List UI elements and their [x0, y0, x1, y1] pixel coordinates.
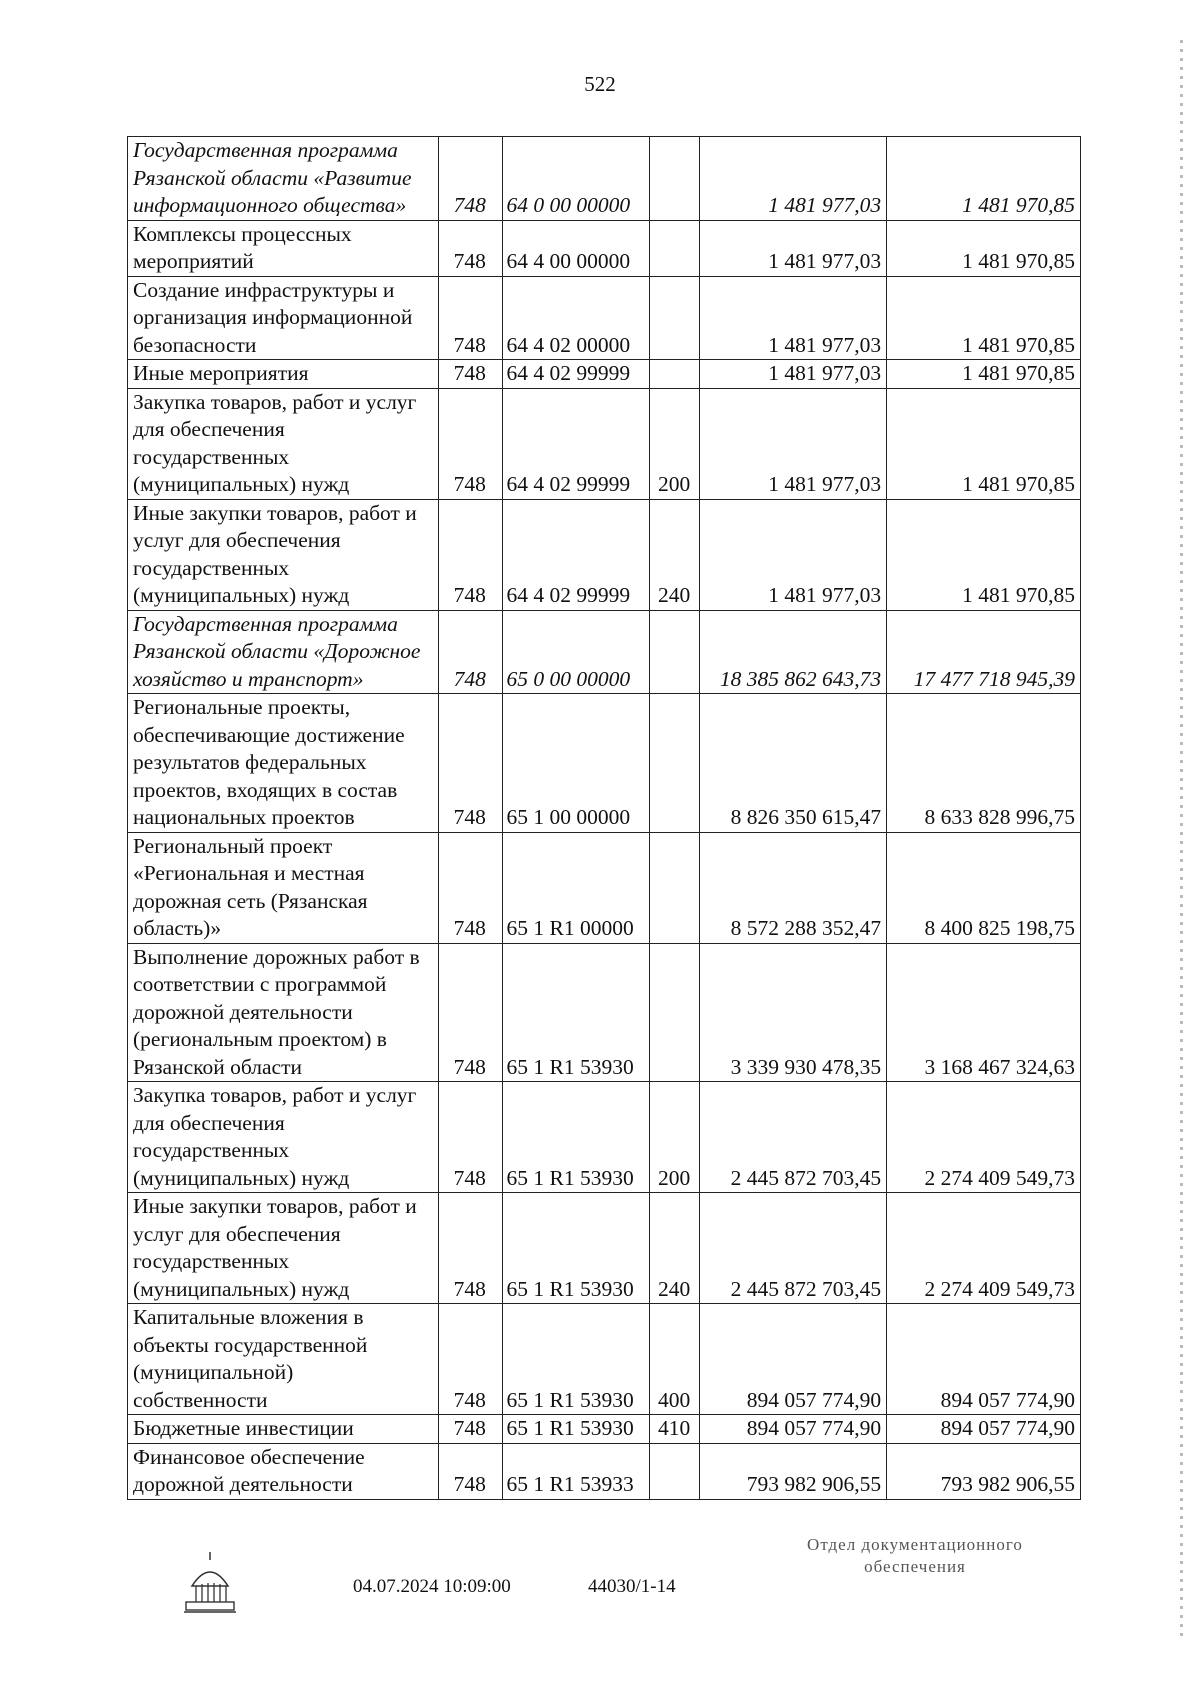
cell-ministry-code: 748: [438, 1304, 502, 1415]
cell-amount-planned: 1 481 977,03: [700, 360, 887, 389]
cell-amount-planned: 2 445 872 703,45: [700, 1082, 887, 1193]
cell-name: Государственная программа Рязанской области «Развитие информационного общества»: [128, 137, 439, 221]
cell-name: Государственная программа Рязанской области «Дорожное хозяйство и транспорт»: [128, 610, 439, 694]
cell-amount-planned: 1 481 977,03: [700, 220, 887, 276]
cell-amount-planned: 1 481 977,03: [700, 499, 887, 610]
cell-amount-executed: 3 168 467 324,63: [887, 943, 1081, 1082]
cell-expense-type: [649, 694, 699, 833]
table-row: [128, 276, 1081, 360]
cell-ministry-code: 748: [438, 220, 502, 276]
cell-amount-executed: 793 982 906,55: [887, 1443, 1081, 1499]
department-stamp: [770, 1534, 1060, 1578]
cell-expense-type: 200: [649, 1082, 699, 1193]
cell-target-article: 65 1 R1 53933: [502, 1443, 649, 1499]
cell-expense-type: 240: [649, 499, 699, 610]
cell-name: Выполнение дорожных работ в соответствии с программой дорожной деятельности (региональным проектом) в Рязанской области: [128, 943, 439, 1082]
table-row: [128, 137, 1081, 221]
table-row: [128, 1443, 1081, 1499]
cell-amount-executed: 8 633 828 996,75: [887, 694, 1081, 833]
cell-amount-planned: 894 057 774,90: [700, 1304, 887, 1415]
cell-amount-executed: 894 057 774,90: [887, 1304, 1081, 1415]
cell-target-article: 64 4 00 00000: [502, 220, 649, 276]
cell-target-article: 65 1 R1 53930: [502, 1415, 649, 1444]
table-row: [128, 1415, 1081, 1444]
cell-name: Комплексы процессных мероприятий: [128, 220, 439, 276]
cell-amount-planned: 2 445 872 703,45: [700, 1193, 887, 1304]
budget-table: [127, 136, 1081, 1500]
cell-amount-planned: 793 982 906,55: [700, 1443, 887, 1499]
cell-target-article: 65 1 R1 53930: [502, 1082, 649, 1193]
cell-name: Иные закупки товаров, работ и услуг для обеспечения государственных (муниципальных) нужд: [128, 1193, 439, 1304]
cell-amount-executed: 1 481 970,85: [887, 276, 1081, 360]
scan-edge-artifact: [1180, 40, 1183, 1640]
cell-expense-type: 400: [649, 1304, 699, 1415]
cell-expense-type: 240: [649, 1193, 699, 1304]
cell-expense-type: 200: [649, 388, 699, 499]
cell-target-article: 64 4 02 99999: [502, 360, 649, 389]
table-row: [128, 610, 1081, 694]
emblem-stamp: [180, 1550, 240, 1616]
cell-ministry-code: 748: [438, 832, 502, 943]
cell-ministry-code: 748: [438, 1443, 502, 1499]
table-row: [128, 1193, 1081, 1304]
cell-amount-executed: 17 477 718 945,39: [887, 610, 1081, 694]
cell-name: Закупка товаров, работ и услуг для обеспечения государственных (муниципальных) нужд: [128, 388, 439, 499]
cell-amount-planned: 8 572 288 352,47: [700, 832, 887, 943]
cell-expense-type: [649, 832, 699, 943]
table-row: [128, 1082, 1081, 1193]
cell-name: Бюджетные инвестиции: [128, 1415, 439, 1444]
cell-expense-type: [649, 1443, 699, 1499]
cell-ministry-code: 748: [438, 1082, 502, 1193]
table-row: [128, 360, 1081, 389]
cell-target-article: 64 0 00 00000: [502, 137, 649, 221]
cell-ministry-code: 748: [438, 694, 502, 833]
cell-amount-executed: 8 400 825 198,75: [887, 832, 1081, 943]
cell-ministry-code: 748: [438, 1415, 502, 1444]
cell-amount-executed: 1 481 970,85: [887, 137, 1081, 221]
cell-target-article: 65 0 00 00000: [502, 610, 649, 694]
cell-target-article: 65 1 00 00000: [502, 694, 649, 833]
cell-name: Иные закупки товаров, работ и услуг для обеспечения государственных (муниципальных) нужд: [128, 499, 439, 610]
department-stamp-line2: обеспечения: [864, 1557, 966, 1576]
cell-ministry-code: 748: [438, 1193, 502, 1304]
cell-amount-executed: 2 274 409 549,73: [887, 1082, 1081, 1193]
cell-name: Региональный проект «Региональная и местная дорожная сеть (Рязанская область)»: [128, 832, 439, 943]
cell-amount-executed: 2 274 409 549,73: [887, 1193, 1081, 1304]
table-body: [128, 137, 1081, 1500]
table-row: [128, 832, 1081, 943]
table-row: [128, 943, 1081, 1082]
cell-expense-type: [649, 220, 699, 276]
cell-expense-type: 410: [649, 1415, 699, 1444]
table-row: [128, 1304, 1081, 1415]
department-stamp-line1: Отдел документационного: [807, 1535, 1023, 1554]
cell-ministry-code: 748: [438, 499, 502, 610]
cell-ministry-code: 748: [438, 137, 502, 221]
cell-ministry-code: 748: [438, 360, 502, 389]
cell-amount-executed: 1 481 970,85: [887, 360, 1081, 389]
cell-amount-executed: 894 057 774,90: [887, 1415, 1081, 1444]
cell-amount-planned: 1 481 977,03: [700, 137, 887, 221]
cell-expense-type: [649, 276, 699, 360]
page-number: 522: [584, 72, 616, 96]
cell-name: Капитальные вложения в объекты государственной (муниципальной) собственности: [128, 1304, 439, 1415]
cell-ministry-code: 748: [438, 276, 502, 360]
cell-expense-type: [649, 360, 699, 389]
cell-target-article: 64 4 02 00000: [502, 276, 649, 360]
cell-target-article: 64 4 02 99999: [502, 499, 649, 610]
cell-amount-planned: 1 481 977,03: [700, 276, 887, 360]
table-row: [128, 388, 1081, 499]
cell-amount-planned: 8 826 350 615,47: [700, 694, 887, 833]
cell-amount-planned: 3 339 930 478,35: [700, 943, 887, 1082]
cell-target-article: 65 1 R1 00000: [502, 832, 649, 943]
cell-expense-type: [649, 610, 699, 694]
cell-name: Иные мероприятия: [128, 360, 439, 389]
cell-amount-executed: 1 481 970,85: [887, 388, 1081, 499]
cell-name: Региональные проекты, обеспечивающие достижение результатов федеральных проектов, входящих в состав национальных проектов: [128, 694, 439, 833]
footer-doc-number: 44030/1-14: [588, 1576, 676, 1597]
cell-expense-type: [649, 943, 699, 1082]
cell-ministry-code: 748: [438, 388, 502, 499]
table-row: [128, 499, 1081, 610]
cell-target-article: 65 1 R1 53930: [502, 943, 649, 1082]
table-row: [128, 694, 1081, 833]
cell-target-article: 65 1 R1 53930: [502, 1193, 649, 1304]
cell-amount-executed: 1 481 970,85: [887, 499, 1081, 610]
cell-expense-type: [649, 137, 699, 221]
cell-amount-planned: 18 385 862 643,73: [700, 610, 887, 694]
cell-name: Закупка товаров, работ и услуг для обеспечения государственных (муниципальных) нужд: [128, 1082, 439, 1193]
table-row: [128, 220, 1081, 276]
cell-ministry-code: 748: [438, 943, 502, 1082]
cell-amount-planned: 894 057 774,90: [700, 1415, 887, 1444]
cell-ministry-code: 748: [438, 610, 502, 694]
cell-amount-planned: 1 481 977,03: [700, 388, 887, 499]
cell-target-article: 65 1 R1 53930: [502, 1304, 649, 1415]
footer-datetime: 04.07.2024 10:09:00: [353, 1576, 511, 1597]
cell-name: Создание инфраструктуры и организация информационной безопасности: [128, 276, 439, 360]
cell-name: Финансовое обеспечение дорожной деятельности: [128, 1443, 439, 1499]
cell-target-article: 64 4 02 99999: [502, 388, 649, 499]
cell-amount-executed: 1 481 970,85: [887, 220, 1081, 276]
